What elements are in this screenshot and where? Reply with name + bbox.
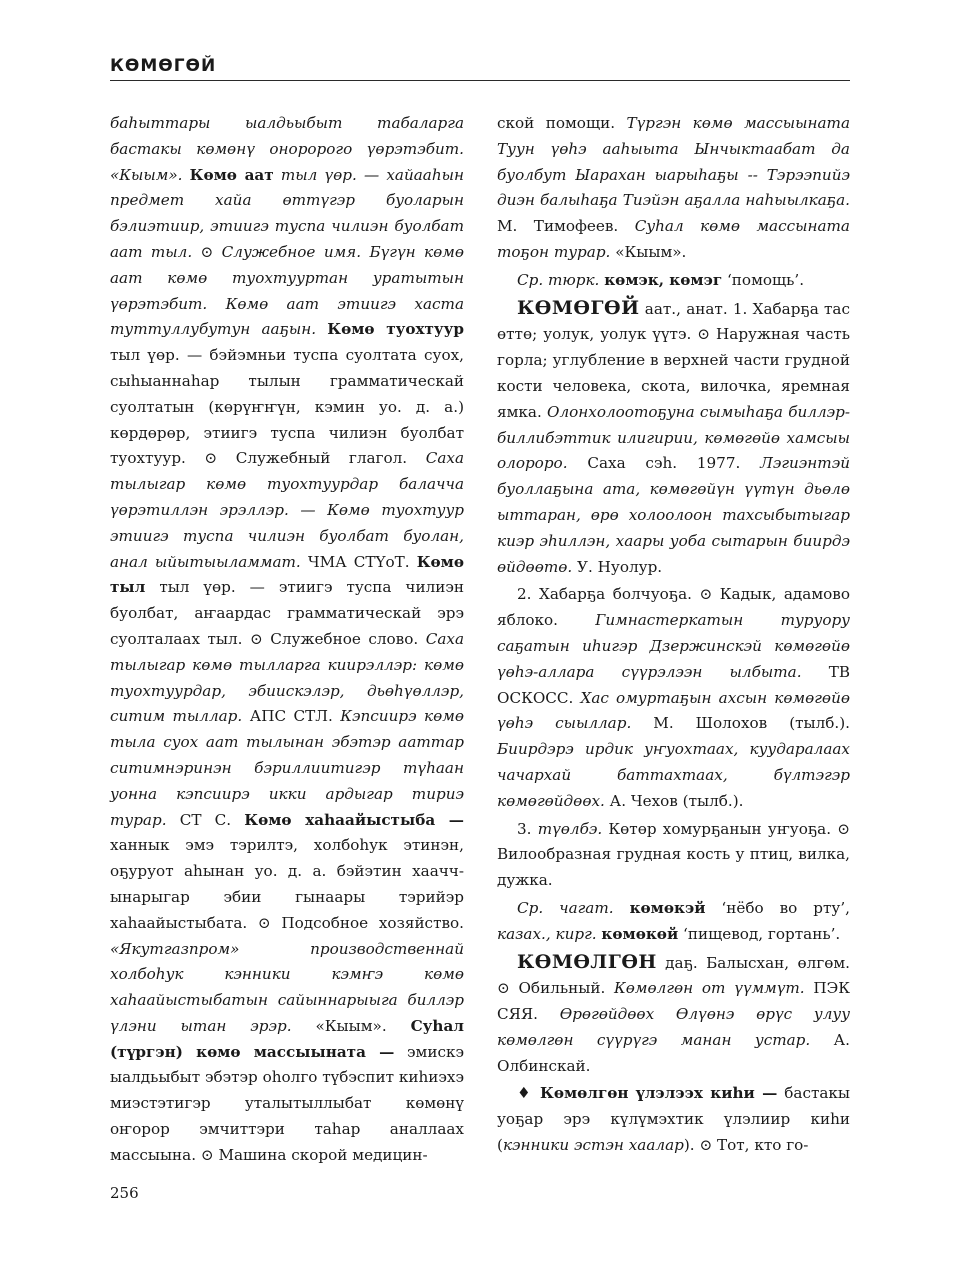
text-run: ). ⊙ Тот, кто го-: [683, 1136, 809, 1155]
cognate: көмэк, көмэг: [604, 270, 723, 289]
phrase-headword: ♦ Көмөлгөн үлэлээх киһи —: [517, 1084, 778, 1103]
entry-headword: КӨМӨГӨЙ: [517, 296, 640, 319]
text-run: ‘помощь’.: [722, 270, 805, 289]
page-number: 256: [110, 1184, 139, 1202]
text-run: ‘пищевод, гортань’.: [678, 924, 841, 943]
example: Саха тылыгар көмө тылларга киирэллэр: көмө туохтуурдар, эбиискэлэр, дьөһүөллэр, ситим тыллар.: [110, 629, 464, 726]
source: «Кыым».: [291, 1016, 411, 1035]
cognate: көмөкөй: [601, 924, 679, 943]
paragraph: [497, 111, 850, 266]
source: СТ С.: [166, 810, 245, 829]
text-run: бастакы уоҕар эрэ күлүмэхтик үлэлиир киһи (: [497, 1084, 850, 1155]
cognate: көмөкэй: [629, 898, 706, 917]
example: Биирдэрэ ирдик уҥуохтаах, куударалаах чачархай баттахтаах, бүлтэгэр көмөгөйдөөх.: [497, 740, 850, 810]
example: Өрөгөйдөөх Өлүөнэ өрүс улуу көмөлгөн сүүрүгэ манан устар.: [497, 1005, 851, 1049]
text-run: ханнык эмэ тэрилтэ, холбоһук этинэн, оҕуруот аһынан уо. д. а. бэйэтин хааччынарыгар эбии гынаары тэрийэр хаһаайыстыбата. ⊙ Подсобное хозяйство.: [110, 836, 464, 932]
headword: Көмө туохтуур: [327, 320, 464, 339]
source: А. Чехов (тылб.).: [604, 791, 744, 810]
text-run: түөлбэ.: [537, 819, 603, 838]
entry-headword: КӨМӨЛГӨН: [517, 950, 657, 973]
example: Көмөлгөн от үүммүт.: [614, 979, 805, 998]
text-run: Ср. тюрк.: [517, 270, 605, 289]
text-run: тыл үөр. — хайааһын предмет хайа өттүгэр буоларын бэлиэтиир, этиигэ туспа чилиэн буолбат аат тыл. ⊙ Служебное имя.: [110, 165, 465, 261]
header-title: КӨМӨГӨЙ: [110, 56, 217, 76]
example: «Якутгазпром» производственнай холбоһук кэнники кэмҥэ көмө хаһаайыстыбатын сайыннарыыга биллэр үлэни ытан эрэр.: [110, 939, 464, 1035]
paragraph: [497, 817, 850, 894]
example: Олонхолоотоҕуна сымыһаҕа биллэр-биллибэттик илигирии, көмөгөйө хамсыы олороро.: [497, 402, 850, 473]
paragraph: [497, 296, 850, 581]
paragraph: [497, 1081, 850, 1158]
source: У. Нуолур.: [572, 557, 663, 576]
example: Лэгиэнтэй буоллаҕына ата, көмөгөйүн үүтүн дьөлө ыттаран, өрө холоолоон тахсыбытыгар киэр эһиллэн, хаары уоба сытарын биирдэ өйдөөтө.: [497, 454, 850, 576]
example: Суһал көмө массыната тоҕон турар.: [497, 217, 850, 261]
text-run: аат., анат. 1. Хабарҕа тас өттө; уолук, уолук үүтэ. ⊙ Наружная часть горла; углубление в верхней части грудной кости человека, скота, вилочка, яремная ямка.: [497, 299, 850, 421]
example: Хас омуртаҕын ахсын көмөгөйө үөһэ сыыллар.: [497, 688, 850, 733]
text-run: баһыттары ыалдьыбыт табаларга бастакы көмөнү оноророго үөрэтэбит. «Кыым».: [110, 114, 464, 184]
text-run: эмискэ ыалдьыбыт эбэтэр оһолго түбэспит киһиэхэ миэстэтигэр уталытыллыбат көмөнү оҥорор эмчиттэри таһар аналлаах массыына. ⊙ Машина скорой медицин-: [110, 1042, 464, 1164]
paragraph: [497, 896, 850, 948]
paragraph: [497, 268, 850, 294]
text-run: [316, 320, 327, 338]
source: М. Шолохов (тылб.).: [631, 714, 850, 733]
text-run: 3.: [517, 819, 538, 838]
headword: Суһал (түргэн) көмө массыыната —: [110, 1016, 464, 1061]
example: Кэпсиирэ көмө тыла суох аат тылынан эбэтэр ааттар ситимнэринэн бэриллиитигэр түһаан уонна кэпсиирэ икки ардыгар тириэ турар.: [110, 707, 464, 829]
source: ТВ ОСКОСС.: [497, 662, 850, 707]
paragraph: [110, 111, 464, 1169]
source: ЧМА СТҮоТ.: [300, 552, 417, 571]
text-run: Ср. чагат.: [517, 898, 630, 917]
text-run: кэнники эстэн хаалар: [502, 1136, 684, 1155]
example: Түргэн көмө массыыната Туун үөһэ ааһыыта Ынчыктаабат да буолбут Ыарахан ыарыһаҕы -- Тэрээпийэ диэн балыһаҕа Тиэйэн аҕалла наһыылкаҕа.: [497, 114, 850, 210]
source: ПЭК СЯЯ.: [497, 979, 850, 1024]
source: «Кыым».: [610, 242, 687, 261]
headword: Көмө тыл: [110, 552, 465, 597]
text-run: казах., кирг.: [497, 924, 597, 943]
source: Саха сэһ. 1977.: [567, 454, 761, 473]
example: Саха тылыгар көмө туохтуурдар балачча үөрэтиллэн эрэллэр. — Көмө туохтуур этиигэ туспа чилиэн буолбат буолан, анал ыйытыыламмат.: [110, 449, 464, 571]
text-run: даҕ. Балысхан, өлгөм. ⊙ Обильный.: [497, 953, 850, 998]
paragraph: [497, 582, 850, 814]
source: А. Олбинскай.: [497, 1030, 850, 1075]
running-header: [110, 54, 850, 81]
headword: Көмө аат: [189, 165, 274, 184]
paragraph: [497, 950, 850, 1080]
right-column: [497, 111, 850, 1159]
text-run: ской помощи.: [497, 114, 627, 132]
text-run: 2. Хабарҕа болчуоҕа. ⊙ Кадык, адамово яблоко.: [497, 585, 850, 630]
text-run: тыл үөр. — бэйэмньи туспа суолтата суох, сыһыаннаһар тылын грамматическай суолтатын (көрүҥҥүн, кэмин уо. д. а.) көрдөрөр, этиигэ туспа чилиэн буолбат туохтуур. ⊙ Служебный глагол.: [110, 346, 464, 468]
source: М. Тимофеев.: [497, 217, 635, 236]
left-column: [110, 111, 464, 1169]
text-run: Көтөр хомурҕанын уҥуоҕа. ⊙ Вилообразная грудная кость у птиц, вилка, дужка.: [497, 819, 850, 890]
source: АПС СТЛ.: [242, 707, 341, 726]
example: Бүгүн көмө аат көмө туохтууртан уратытын үөрэтэбит. Көмө аат этиигэ хаста туттуллубутун ааҕын.: [110, 242, 464, 339]
text-run: ‘нёбо во рту’,: [705, 898, 850, 917]
headword: Көмө хаһаайыстыба —: [244, 810, 464, 829]
text-run: тыл үөр. — этиигэ туспа чилиэн буолбат, аҥаардас грамматическай эрэ суолталаах тыл. ⊙ Служебное слово.: [110, 578, 464, 648]
example: Гимнастеркатын туруору саҕатын иһигэр Дзержинскэй көмөгөйө үөһэ-аллара сүүрэлээн ылбыта.: [497, 611, 850, 681]
